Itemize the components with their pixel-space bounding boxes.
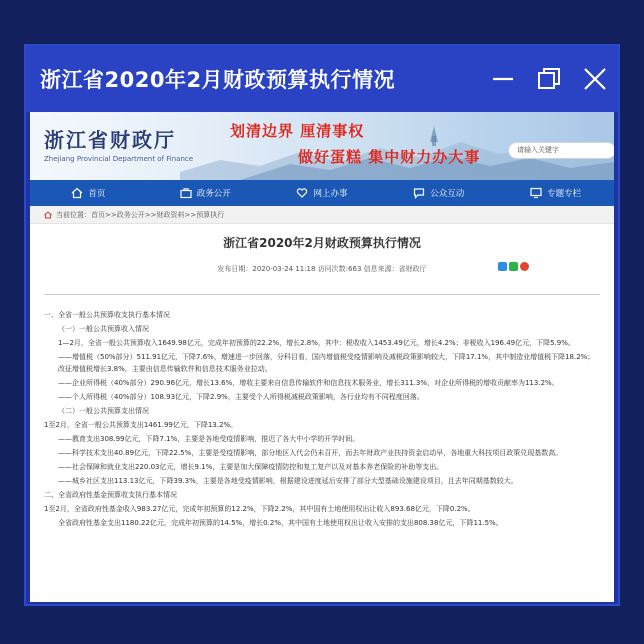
nav-item-gov-affairs[interactable]	[147, 187, 264, 199]
article-paragraph: ——个人所得税（40%部分）108.93亿元，下降2.9%，主要受个人所得税减税政策影响，各行业均有不同程度回落。	[58, 393, 424, 401]
nav-label: 网上办事	[313, 189, 348, 199]
nav-item-home[interactable]	[30, 187, 147, 199]
logo-text: 浙江省财政厅	[44, 128, 176, 152]
briefcase-icon	[180, 187, 192, 199]
article-paragraph: 1至2月，全省政府性基金收入983.27亿元，完成年初预算的12.2%，下降2.2%，其中国有土地使用权出让收入893.68亿元，下降0.2%。	[44, 505, 475, 513]
article-paragraph: ——企业所得税（40%部分）290.96亿元，增长13.6%，增收主要来自信息传输软件和信息技术服务业，增长311.3%，对企业所得税的增收贡献率为113.2%。	[58, 379, 559, 387]
main-nav	[30, 180, 614, 206]
minimize-button[interactable]	[480, 59, 526, 99]
window-titlebar	[26, 46, 618, 112]
nav-item-online-services[interactable]	[264, 187, 381, 199]
nav-label: 专题专栏	[547, 189, 582, 199]
nav-label: 首页	[88, 189, 106, 199]
nav-item-public-interaction[interactable]	[380, 187, 497, 199]
breadcrumb	[30, 206, 614, 224]
article-title: 浙江省2020年2月财政预算执行情况	[223, 236, 421, 250]
article-paragraph: ——教育支出308.99亿元，下降7.1%，主要是各地受疫情影响，推迟了各大中小学的开学时间。	[58, 435, 360, 443]
slogan-line-1: 划清边界 厘清事权	[230, 122, 365, 140]
minimize-icon	[491, 67, 515, 91]
location-home-icon	[44, 211, 52, 219]
nav-label: 政务公开	[196, 189, 231, 199]
maximize-icon	[536, 66, 562, 92]
nav-item-special-topics[interactable]	[497, 187, 614, 199]
article-paragraph: ——城乡社区支出113.13亿元，下降39.3%，主要是各地受疫情影响，根据建设进度延后安排了部分大型基础设施建设项目，且去年同期基数较大。	[58, 477, 518, 485]
share-wechat-icon[interactable]	[509, 262, 518, 271]
nav-label: 公众互动	[430, 189, 465, 199]
article-paragraph: ——科学技术支出40.89亿元，下降22.5%，主要是受疫情影响，部分地区人代会仍未召开，而去年财政产业扶持资金启动早，各地重大科技项目政策兑现基数高。	[58, 449, 563, 457]
maximize-button[interactable]	[526, 59, 572, 99]
share-qzone-icon[interactable]	[498, 262, 507, 271]
article-paragraph: ——增值税（50%部分）511.91亿元，下降7.6%，增速进一步回落，分科目看，国内增值税受疫情影响及减税政策影响较大，下降17.1%，其中制造业增值税下降18.2%；改征增值税增长3.8%，主要由信息传输软件和信息技术服务业拉动。	[58, 353, 595, 373]
share-buttons	[498, 262, 529, 271]
chat-icon	[413, 187, 425, 199]
breadcrumb-text[interactable]: 当前位置：首页>>政务公开>>财政资料>>预算执行	[56, 210, 225, 219]
window-title: 浙江省2020年2月财政预算执行情况	[40, 68, 396, 92]
close-button[interactable]	[572, 59, 618, 99]
article-body	[30, 295, 614, 529]
article-paragraph: ——社会保障和就业支出220.03亿元，增长9.1%，主要是加大保障疫情防控和复工复产以及对基本养老保险的补助等支出。	[58, 463, 444, 471]
site-banner	[30, 112, 614, 180]
article-paragraph: 1至2月，全省一般公共预算支出1461.99亿元，下降13.2%。	[44, 421, 238, 429]
logo-subtitle: Zhejiang Provincial Department of Finance	[44, 155, 194, 163]
slogan-line-2: 做好蛋糕 集中财力办大事	[298, 148, 481, 166]
article-paragraph: 二、全省政府性基金预算收支执行基本情况	[44, 491, 177, 499]
popup-window	[24, 44, 620, 606]
article-paragraph: 1—2月，全省一般公共预算收入1649.98亿元，完成年初预算的22.2%，增长2.8%，其中：税收收入1453.49亿元，增长4.2%；非税收入196.49亿元，下降5.9%。	[58, 339, 575, 347]
article-paragraph: 一、全省一般公共预算收支执行基本情况	[44, 311, 170, 319]
heart-hand-icon	[296, 187, 308, 199]
search-input[interactable]: 请输入关键字	[508, 142, 614, 159]
site-logo[interactable]	[44, 124, 193, 163]
monitor-icon	[530, 187, 542, 199]
article-meta-text: 发布日期：2020-03-24 11:18 访问次数:663 信息来源：省财政厅	[217, 265, 427, 273]
webpage	[30, 112, 614, 602]
share-weibo-icon[interactable]	[520, 262, 529, 271]
article-paragraph: （二）一般公共预算支出情况	[58, 407, 149, 415]
close-icon	[582, 66, 608, 92]
article-paragraph: （一）一般公共预算收入情况	[58, 325, 149, 333]
article-meta	[30, 260, 614, 280]
home-icon	[71, 187, 83, 199]
article-paragraph: 全省政府性基金支出1180.22亿元，完成年初预算的14.5%，增长0.2%，其中国有土地使用权出让收入安排的支出808.38亿元，下降11.5%。	[58, 519, 503, 527]
